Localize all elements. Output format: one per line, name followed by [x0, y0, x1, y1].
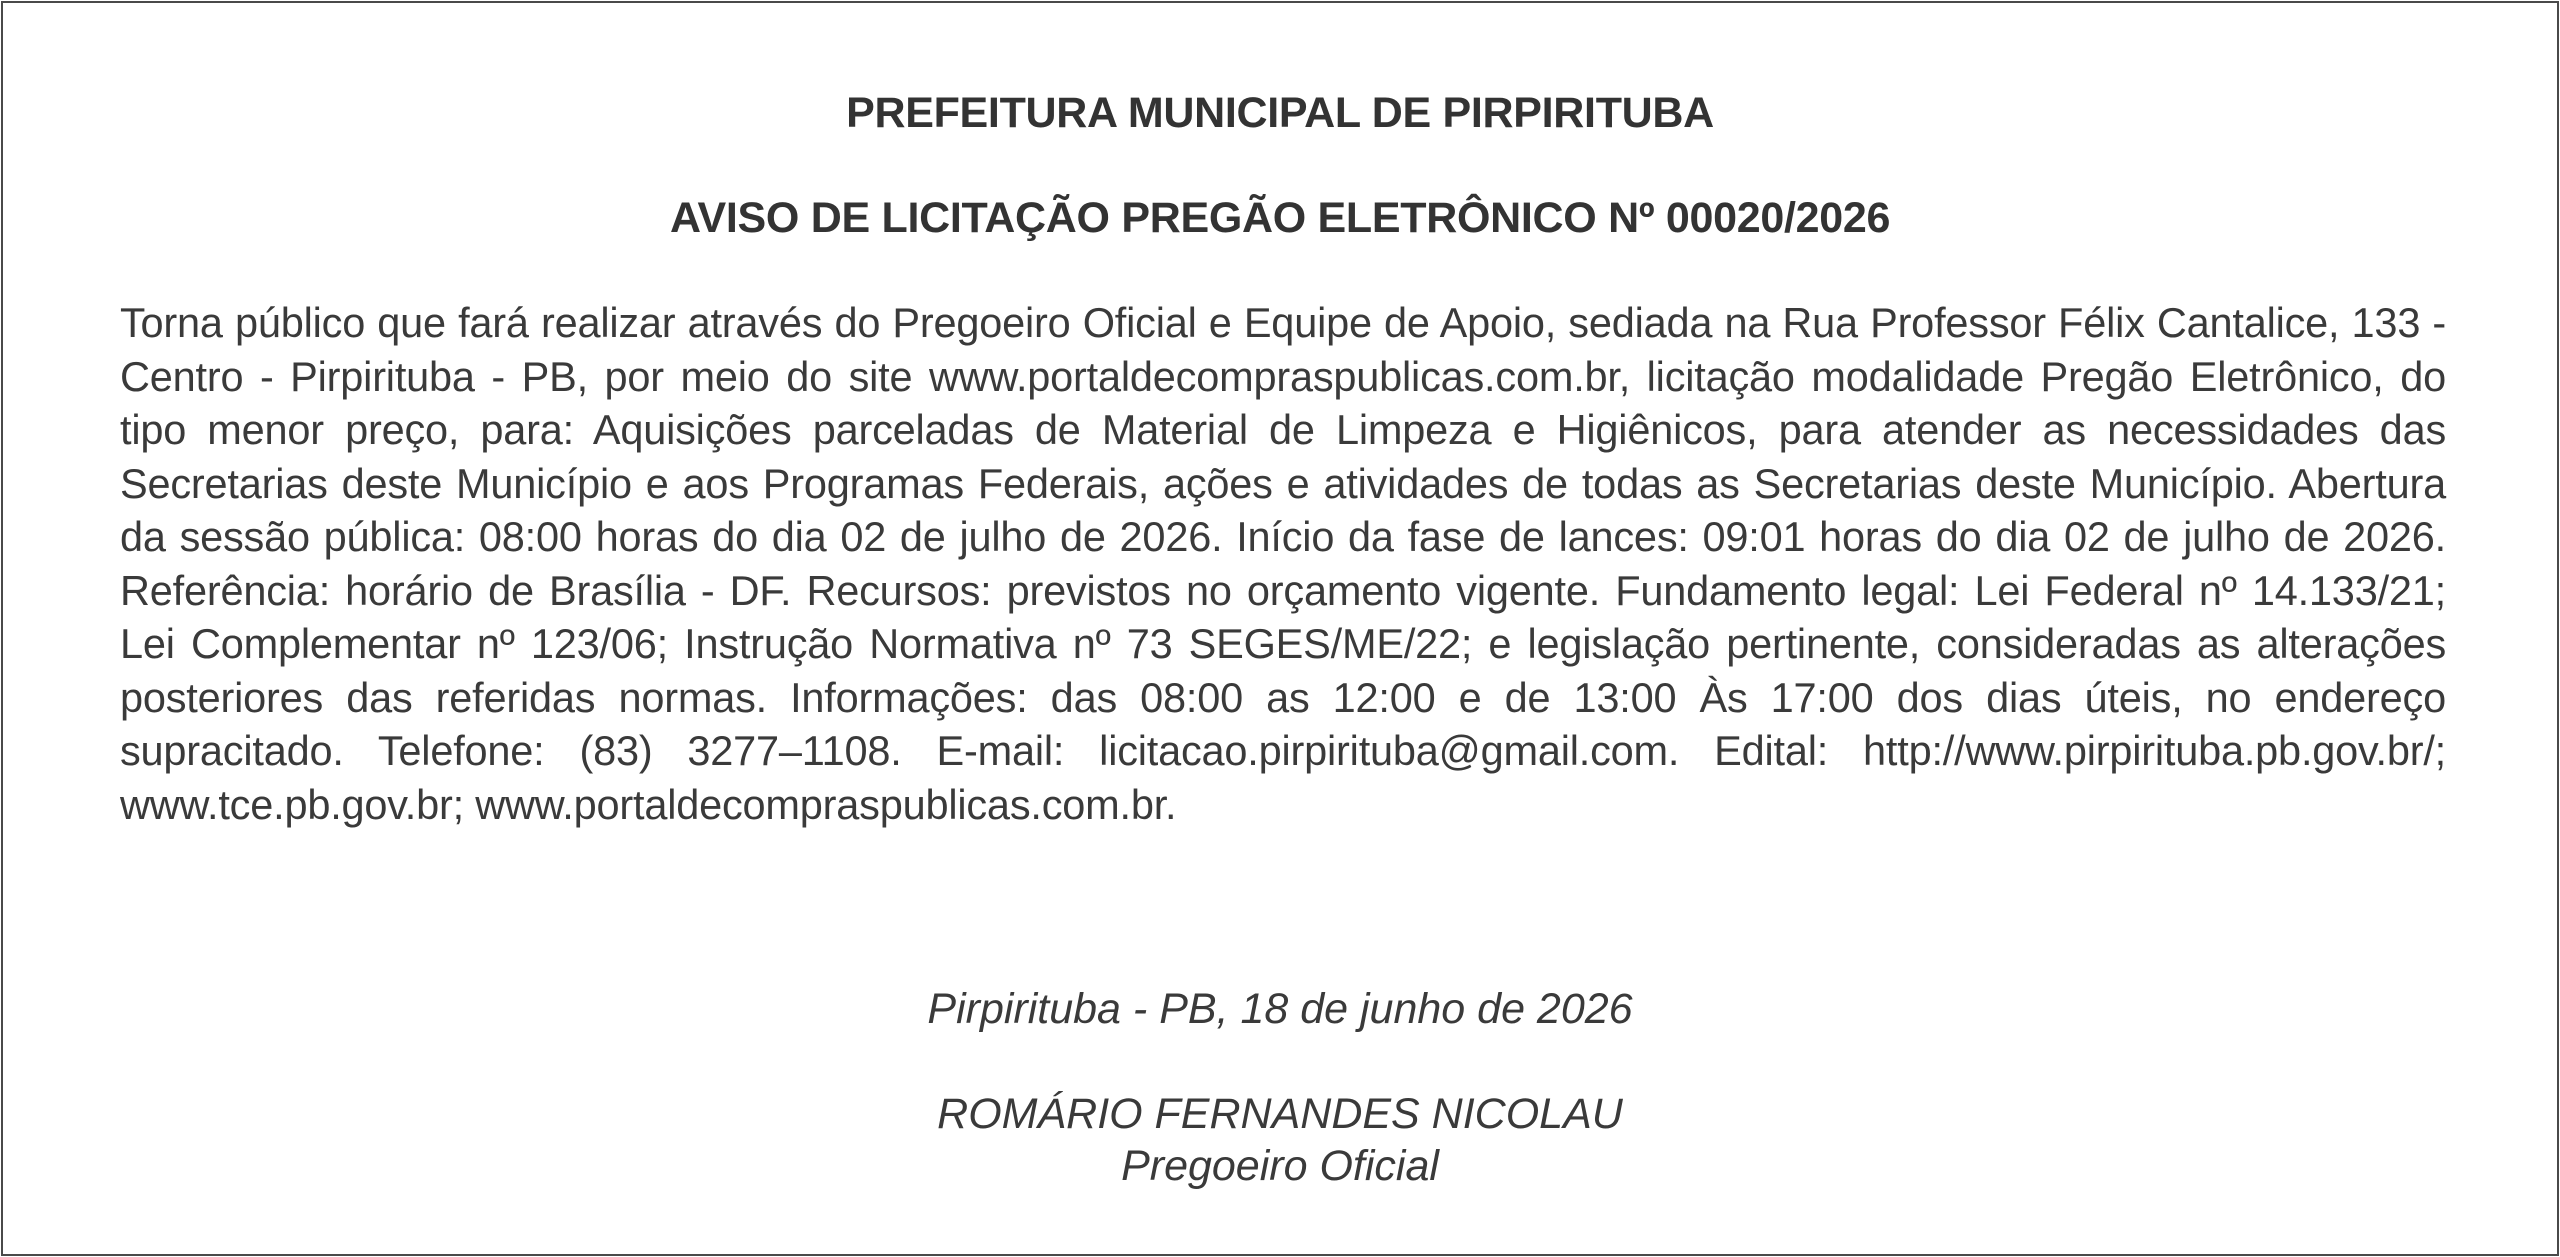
notice-title: AVISO DE LICITAÇÃO PREGÃO ELETRÔNICO Nº 00020/2026 [669, 194, 1891, 242]
organization-heading: PREFEITURA MUNICIPAL DE PIRPIRITUBA [846, 89, 1714, 137]
signer-name: ROMÁRIO FERNANDES NICOLAU [937, 1090, 1623, 1138]
notice-frame [1, 1, 2559, 1256]
notice-body-text: Torna público que fará realizar através do Pregoeiro Oficial e Equipe de Apoio, sediada na Rua Professor Félix Cantalice, 133 - Centro - Pirpirituba - PB, por meio do site www.portaldecompraspublicas.com.br, licitação modalidade Pregão Eletrônico, do tipo menor preço, para: Aquisições parceladas de Material de Limpeza e Higiênicos, para atender as necessidades das Secretarias deste Município e aos Programas Federais, ações e atividades de todas as Secretarias deste Município. Abertura da sessão pública: 08:00 horas do dia 02 de julho de 2026. Início da fase de lances: 09:01 horas do dia 02 de julho de 2026. Referência: horário de Brasília - DF. Recursos: previstos no orçamento vigente. Fundamento legal: Lei Federal nº 14.133/21; Lei Complementar nº 123/06; Instrução Normativa nº 73 SEGES/ME/22; e legislação pertinente, consideradas as alterações posteriores das referidas normas. Informações: das 08:00 as 12:00 e de 13:00 Às 17:00 dos dias úteis, no endereço supracitado. Telefone: (83) 3277–1108. E-mail: licitacao.pirpirituba@gmail.com. Edital: http://www.pirpirituba.pb.gov.br/; www.tce.pb.gov.br; www.portaldecompraspublicas.com.br. [120, 299, 2446, 828]
signer-role: Pregoeiro Oficial [1121, 1142, 1439, 1190]
date-line: Pirpirituba - PB, 18 de junho de 2026 [927, 985, 1633, 1033]
